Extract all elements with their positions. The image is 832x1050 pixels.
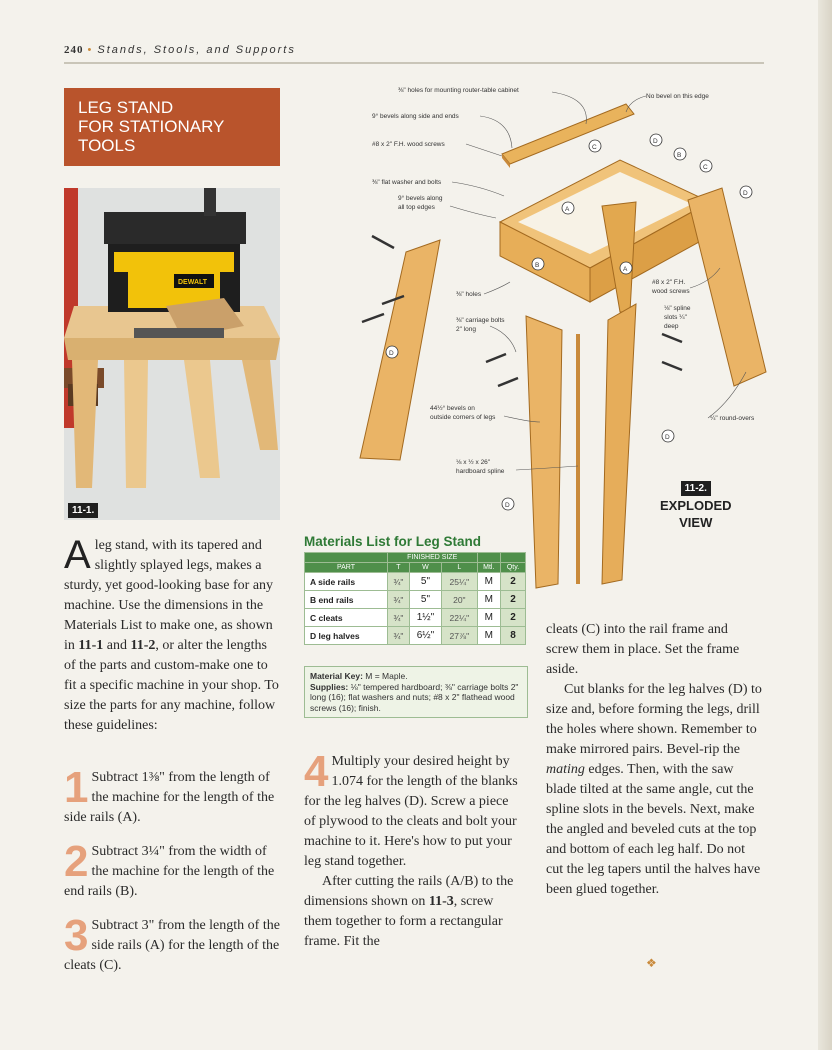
letter-b: B — [677, 152, 682, 159]
right-leg — [688, 188, 766, 386]
step-1 — [64, 763, 282, 828]
top-cleat-board — [502, 104, 634, 168]
cell-w: 5" — [409, 573, 441, 591]
supplies-text: ⅛" tempered hardboard; ⅜" carriage bolts 2" long (16); flat washers and nuts; #8 x 2" flathead wood screws (16); finish. — [310, 681, 519, 713]
figure-ref-11-2: 11-2 — [130, 638, 156, 653]
callout-holes: ⅜" holes — [456, 291, 482, 298]
cleats-paragraph: cleats (C) into the rail frame and screw them in place. Set the frame aside. — [546, 622, 740, 677]
intro-and: and — [103, 638, 131, 653]
callout-holes-mount: ⅜" holes for mounting router-table cabinet — [398, 87, 519, 94]
callout-spline-slots: ⅛" spline — [664, 305, 691, 312]
figure-tag-11-2: 11-2. — [681, 481, 711, 496]
left-leg — [360, 240, 440, 460]
cell-mtl: M — [477, 609, 500, 627]
callout-bevels-legs-2: outside corners of legs — [430, 414, 496, 421]
col-mtl: Mtl. — [477, 563, 500, 573]
callout-screws-top: #8 x 2" F.H. wood screws — [372, 141, 445, 148]
cell-qty: 8 — [500, 627, 525, 645]
finished-size-header: FINISHED SIZE — [388, 553, 478, 563]
material-key-text: M = Maple. — [362, 671, 408, 681]
brand-logo: DEWALT — [178, 279, 208, 286]
figure-tag-11-1: 11-1. — [68, 503, 98, 518]
callout-spline-2: hardboard spline — [456, 468, 505, 475]
header-bullet: • — [87, 44, 94, 56]
step-number: 4 — [304, 747, 329, 796]
cell-mtl: M — [477, 627, 500, 645]
letter-a: A — [623, 266, 628, 273]
cell-w: 6½" — [409, 627, 441, 645]
callout-bevels-legs: 44½° bevels on — [430, 405, 475, 412]
intro-text-part-2: , or alter the lengths of the parts and custom-make one to fit a specific machine in your shop. To size the parts for any machine, follow these guidelines: — [64, 638, 279, 733]
letter-d: D — [653, 138, 658, 145]
cell-w: 1½" — [409, 609, 441, 627]
col-part: PART — [305, 563, 388, 573]
table-row — [305, 609, 526, 627]
cell-l: 27⅞" — [442, 627, 477, 645]
cell-part: B end rails — [305, 591, 388, 609]
exploded-label-line-1: EXPLODED — [660, 498, 732, 513]
cell-part: A side rails — [305, 573, 388, 591]
letter-b: B — [535, 262, 540, 269]
leg-half-left — [526, 316, 562, 588]
leg-halves-paragraph — [546, 680, 764, 900]
photo-illustration — [64, 188, 280, 520]
cell-w: 5" — [409, 591, 441, 609]
article-title-box — [64, 88, 280, 166]
letter-a: A — [565, 206, 570, 213]
page-number: 240 — [64, 44, 84, 56]
step-text: Subtract 3¼" from the width of the machine for the length of the end rails (B). — [64, 844, 275, 899]
assembly-text-2: , screw them together to form a rectangular frame. Fit the — [304, 894, 503, 949]
step-text: Subtract 1⅜" from the length of the machine for the length of the side rails (A). — [64, 770, 275, 825]
cell-part: D leg halves — [305, 627, 388, 645]
title-line-1: LEG STAND — [78, 98, 174, 117]
table-row — [305, 591, 526, 609]
callout-screws-right-2: wood screws — [652, 288, 690, 295]
exploded-view-label — [660, 478, 732, 530]
step-text: Multiply your desired height by 1.074 for the length of the blanks for the leg halves (D). Screw a piece of plywood to the cleats and bolt your machine to it. Here's how to put your leg stand together. — [304, 754, 518, 869]
cell-t: ¾" — [388, 609, 410, 627]
page-edge — [818, 0, 832, 1050]
table-row — [305, 627, 526, 645]
callout-spline-slots-3: deep — [664, 323, 679, 330]
title-line-3: TOOLS — [78, 136, 136, 155]
running-header — [64, 44, 296, 56]
cell-t: ¾" — [388, 573, 410, 591]
step-number: 3 — [64, 911, 89, 960]
cell-l: 20" — [442, 591, 477, 609]
cell-l: 25¼" — [442, 573, 477, 591]
leg-text-1: Cut blanks for the leg halves (D) to size and, before forming the legs, drill the holes where shown. Remember to make mirrored pairs. Bevel-rip the — [546, 682, 762, 757]
header-rule — [64, 62, 764, 64]
leg-text-2: edges. Then, with the saw blade tilted at the same angle, cut the spline slots in the bevels. Next, make the angled and beveled cuts at the top and bottom of each leg half. Do not cut the leg tapers until the halves have been glued together. — [546, 762, 761, 897]
step-3 — [64, 911, 282, 976]
leg-text-italic: mating — [546, 762, 585, 777]
cell-t: ¾" — [388, 591, 410, 609]
callout-carriage-2: 2" long — [456, 326, 477, 333]
leg-half-right — [602, 304, 636, 584]
callout-spline: ⅛ x ½ x 26" — [456, 459, 491, 466]
callout-bevels-top: 9° bevels along — [398, 195, 443, 202]
callout-carriage: ⅜" carriage bolts — [456, 317, 505, 324]
cell-mtl: M — [477, 591, 500, 609]
cell-t: ¾" — [388, 627, 410, 645]
col-l: L — [442, 563, 477, 573]
callout-washer: ⅜" flat washer and bolts — [372, 179, 442, 186]
letter-d: D — [389, 350, 394, 357]
cell-part: C cleats — [305, 609, 388, 627]
intro-text-part-1: leg stand, with its tapered and slightly splayed legs, makes a sturdy, yet good-looking base for any machine. Use the dimensions in the Materials List to make one, as shown in — [64, 538, 274, 653]
col-t: T — [388, 563, 410, 573]
column-3-text — [546, 620, 764, 900]
col-qty: Qty. — [500, 563, 525, 573]
letter-d: D — [665, 434, 670, 441]
step-2 — [64, 837, 282, 902]
column-2-text — [304, 747, 520, 952]
materials-list-title: Materials List for Leg Stand — [304, 534, 482, 549]
section-end-ornament: ❖ — [646, 956, 657, 970]
title-line-2: FOR STATIONARY — [78, 117, 225, 136]
step-text: Subtract 3" from the length of the side rails (A) for the length of the cleats (C). — [64, 918, 280, 973]
materials-notes — [304, 666, 528, 718]
callout-screws-right: #8 x 2" F.H. — [652, 279, 686, 286]
callout-bevels-side: 9° bevels along side and ends — [372, 113, 459, 120]
figure-ref-11-3: 11-3 — [428, 894, 454, 909]
figure-ref-11-1: 11-1 — [78, 638, 104, 653]
section-title: Stands, Stools, and Supports — [97, 44, 296, 56]
intro-paragraph — [64, 533, 282, 736]
cell-mtl: M — [477, 573, 500, 591]
supplies-label: Supplies: — [310, 681, 349, 692]
letter-d: D — [743, 190, 748, 197]
col-w: W — [409, 563, 441, 573]
cell-l: 22¼" — [442, 609, 477, 627]
exploded-label-line-2: VIEW — [679, 515, 713, 530]
letter-c: C — [592, 144, 597, 151]
letter-d: D — [505, 502, 510, 509]
cell-qty: 2 — [500, 591, 525, 609]
photo-leg-stand-with-planer — [64, 188, 280, 520]
callout-bevels-top-2: all top edges — [398, 204, 435, 211]
cell-qty: 2 — [500, 573, 525, 591]
dropcap-letter: A — [64, 533, 91, 577]
assembly-text-1: After cutting the rails (A/B) to the dimensions shown on — [304, 874, 514, 909]
callout-roundovers: ¼" round-overs — [710, 415, 755, 422]
letter-c: C — [703, 164, 708, 171]
step-4 — [304, 747, 520, 872]
cell-qty: 2 — [500, 609, 525, 627]
step-number: 1 — [64, 763, 89, 812]
material-key-label: Material Key: — [310, 671, 363, 681]
step-number: 2 — [64, 837, 89, 886]
callout-no-bevel: No bevel on this edge — [646, 93, 709, 100]
assembly-paragraph — [304, 872, 520, 952]
callout-spline-slots-2: slots ¼" — [664, 314, 687, 321]
hardboard-spline — [576, 334, 580, 584]
